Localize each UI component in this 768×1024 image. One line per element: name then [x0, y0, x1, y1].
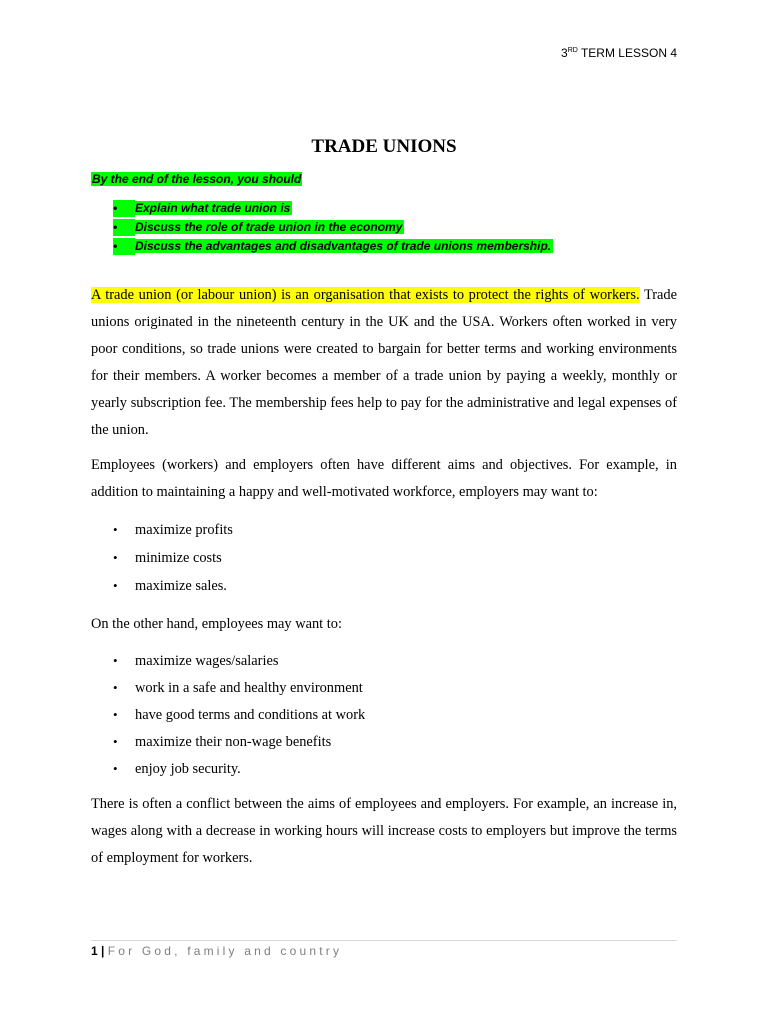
definition-highlight: A trade union (or labour union) is an organisation that exists to protect the rights of workers.: [91, 287, 640, 303]
objective-text: Discuss the role of trade union in the economy: [135, 220, 403, 234]
list-item: • work in a safe and healthy environment: [113, 679, 365, 706]
objectives-list: [113, 200, 553, 257]
document-title: TRADE UNIONS: [311, 136, 457, 157]
employer-aims-list: [113, 521, 233, 605]
employees-paragraph: On the other hand, employees may want to:: [91, 616, 342, 632]
objective-text: Explain what trade union is: [135, 201, 291, 215]
list-item: • maximize sales.: [113, 577, 233, 605]
conflict-paragraph: There is often a conflict between the aims of employees and employers. For example, an increase in, wages along with a decrease in working hours will increase costs to employers but improve the terms of employment for workers.: [91, 796, 677, 866]
page-footer: [91, 944, 342, 958]
list-item: • minimize costs: [113, 549, 233, 577]
page-header: [561, 46, 677, 60]
list-item: • enjoy job security.: [113, 760, 365, 787]
list-item: • have good terms and conditions at work: [113, 706, 365, 733]
definition-paragraph: [91, 282, 677, 444]
objective-text: Discuss the advantages and disadvantages of trade unions membership.: [135, 239, 552, 253]
page-number: 1: [91, 944, 98, 958]
objective-item: [113, 238, 553, 257]
list-item: • maximize wages/salaries: [113, 652, 365, 679]
footer-motto: For God, family and country: [107, 944, 343, 958]
bullet-icon: •: [113, 200, 135, 217]
objective-item: [113, 219, 553, 238]
bullet-icon: •: [113, 219, 135, 236]
header-lesson-label: TERM LESSON 4: [577, 46, 677, 60]
list-item: • maximize their non-wage benefits: [113, 733, 365, 760]
list-item: • maximize profits: [113, 521, 233, 549]
objective-item: [113, 200, 553, 219]
definition-rest: Trade unions originated in the nineteenth century in the UK and the USA. Workers often worked in very poor conditions, so trade unions were created to bargain for better terms and working environments for their members. A worker becomes a member of a trade union by paying a weekly, monthly or yearly subscription fee. The membership fees help to pay for the administrative and legal expenses of the union.: [91, 287, 678, 438]
footer-separator: |: [97, 944, 108, 958]
header-superscript: RD: [567, 47, 578, 54]
objectives-intro: By the end of the lesson, you should: [92, 172, 302, 186]
bullet-icon: •: [113, 238, 135, 255]
header-term-number: 3: [561, 46, 568, 60]
aims-paragraph: Employees (workers) and employers often have different aims and objectives. For example, in addition to maintaining a happy and well-motivated workforce, employers may want to:: [91, 457, 677, 500]
footer-divider: [91, 940, 677, 941]
employee-aims-list: [113, 652, 365, 787]
